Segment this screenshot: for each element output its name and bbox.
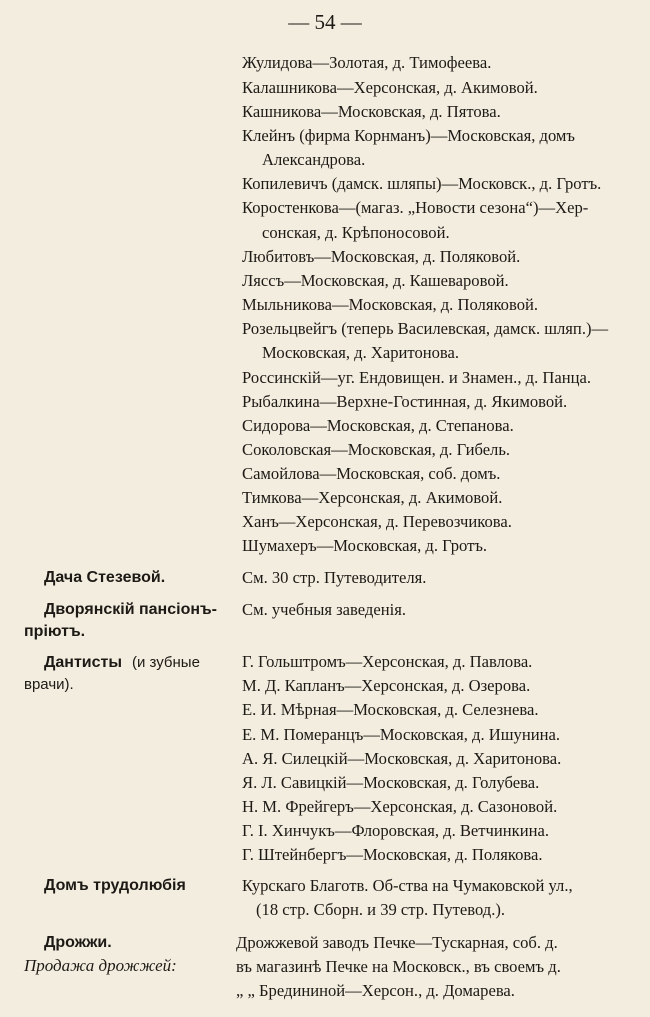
page-number: — 54 — [288,10,362,34]
dacha-text: См. 30 стр. Путеводителя. [242,568,427,587]
entry-line: Любитовъ—Московская, д. Поляковой. [242,247,521,266]
section-heading-drozhzhi: Дрожжи. [44,934,112,951]
dom-line: (18 стр. Сборн. и 39 стр. Путевод.). [256,900,506,919]
drozhzhi-subheading: Продажа дрожжей: [24,956,177,975]
dentists-note: (и зубные [132,654,200,671]
dentist-line: Н. М. Фрейгеръ—Херсонская, д. Сазоновой. [242,797,558,816]
dentists-note-cont: врачи). [24,676,74,693]
entry-line: Мыльникова—Московская, д. Поляковой. [242,295,539,314]
dentist-line: М. Д. Капланъ—Херсонская, д. Озерова. [242,676,531,695]
entry-line: Розельцвейгъ (теперь Василевская, дамск. шляп.)— [242,319,609,338]
dentist-line: Г. І. Хинчукъ—Флоровская, д. Ветчинкина. [242,821,549,840]
drozhzhi-line: въ магазинѣ Печке на Московск., въ своемъ д. [236,957,561,976]
section-heading-pansion: Дворянскій пансіонъ- [44,601,217,618]
pansion-text: См. учебныя заведенія. [242,600,407,619]
dentist-line: Г. Гольштромъ—Херсонская, д. Павлова. [242,652,533,671]
dentist-line: Е. И. Мѣрная—Московская, д. Селезнева. [242,700,539,719]
dentist-line: Г. Штейнбергъ—Московская, д. Полякова. [242,845,543,864]
drozhzhi-line: „ „ Бредининой—Херсон., д. Домарева. [236,981,515,1000]
entry-line: Калашникова—Херсонская, д. Акимовой. [242,78,538,97]
entry-line: Сидорова—Московская, д. Степанова. [242,416,514,435]
dom-line: Курскаго Благотв. Об-ства на Чумаковской ул., [242,876,573,895]
section-heading-dacha: Дача Стезевой. [44,569,166,586]
entry-line: Кашникова—Московская, д. Пятова. [242,102,501,121]
section-heading-dom: Домъ трудолюбія [44,877,186,894]
entry-line: Московская, д. Харитонова. [262,343,460,362]
dentist-line: Я. Л. Савицкій—Московская, д. Голубева. [242,773,540,792]
entry-line: Ханъ—Херсонская, д. Перевозчикова. [242,512,512,531]
entry-line: Самойлова—Московская, соб. домъ. [242,464,501,483]
entry-line: Рыбалкина—Верхне-Гостинная, д. Якимовой. [242,392,568,411]
entry-line: Шумахеръ—Московская, д. Гротъ. [242,536,488,555]
entry-line: Соколовская—Московская, д. Гибель. [242,440,511,459]
entry-line: Коростенкова—(магаз. „Новости сезона“)—Хер- [242,198,589,217]
section-heading-pansion-cont: пріютъ. [24,623,86,640]
drozhzhi-line: Дрожжевой заводъ Печке—Тускарная, соб. д. [236,933,558,952]
entry-line: Россинскій—уг. Ендовищен. и Знамен., д. Панца. [242,368,591,387]
dentist-line: А. Я. Силецкій—Московская, д. Харитонова. [242,749,562,768]
entry-line: Ляссъ—Московская, д. Кашеваровой. [242,271,509,290]
entry-line: Копилевичъ (дамск. шляпы)—Московск., д. Гротъ. [242,174,602,193]
dentist-line: Е. М. Померанцъ—Московская, д. Ишунина. [242,725,561,744]
entry-line: сонская, д. Крѣпоносовой. [262,223,450,242]
entry-line: Жулидова—Золотая, д. Тимофеева. [242,53,492,72]
entry-line: Клейнъ (фирма Корнманъ)—Московская, домъ [242,126,576,145]
section-heading-dentists: Дантисты [44,654,123,671]
entry-line: Тимкова—Херсонская, д. Акимовой. [242,488,503,507]
entry-line: Александрова. [262,150,366,169]
